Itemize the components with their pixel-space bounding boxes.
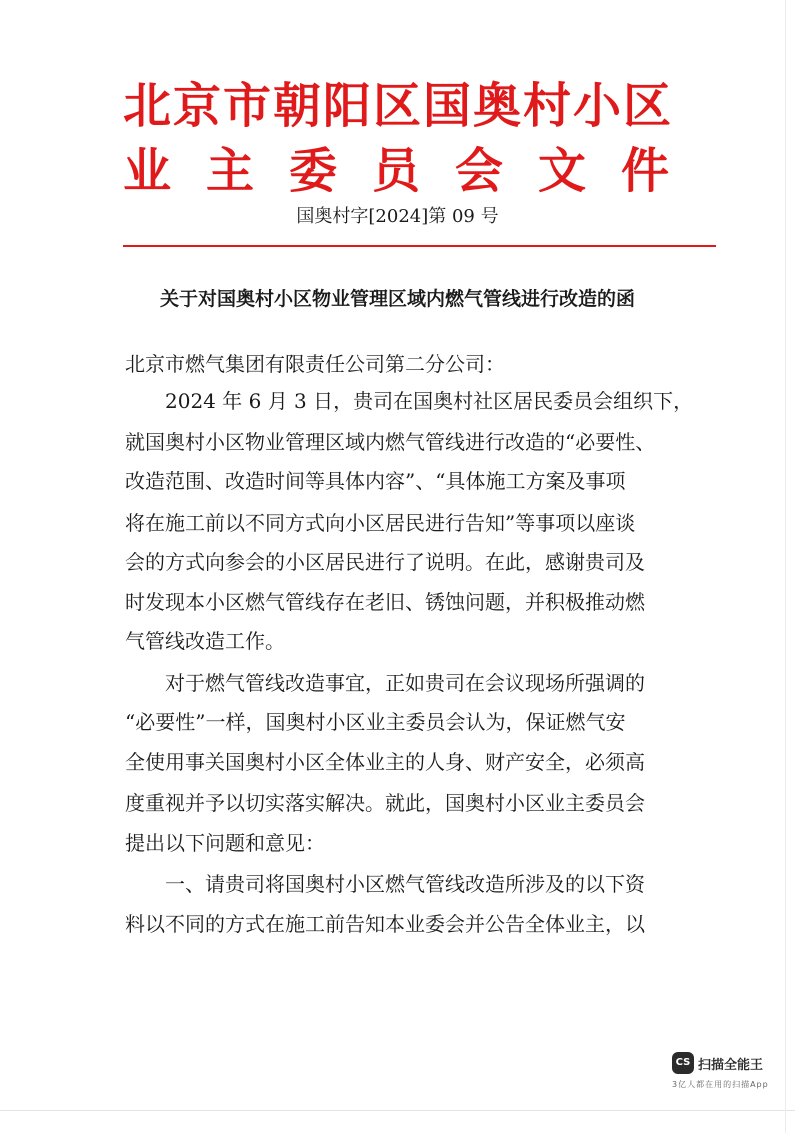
body-line: 将在施工前以不同方式向小区居民进行告知”等事项以座谈 — [125, 511, 636, 535]
watermark-name: 扫描全能王 — [698, 1058, 764, 1073]
body-line: 一、请贵司将国奥村小区燃气管线改造所涉及的以下资 — [165, 872, 645, 896]
body-line: 提出以下问题和意见： — [125, 831, 325, 855]
body-line: 全使用事关国奥村小区全体业主的人身、财产安全，必须高 — [125, 750, 645, 774]
body-line: 气管线改造工作。 — [125, 629, 285, 653]
camscanner-icon: CS — [672, 1052, 694, 1074]
header-doc-type-line: 业主委员会文件 — [123, 143, 705, 199]
body-line: 对于燃气管线改造事宜，正如贵司在会议现场所强调的 — [165, 671, 645, 695]
watermark-tagline: 3亿人都在用的扫描App — [672, 1080, 769, 1089]
body-line: 会的方式向参会的小区居民进行了说明。在此，感谢贵司及 — [125, 550, 645, 574]
red-divider — [123, 245, 716, 247]
salutation: 北京市燃气集团有限责任公司第二分公司： — [125, 352, 505, 376]
page-right-edge — [785, 0, 786, 1133]
body-line: 2024 年 6 月 3 日，贵司在国奥村社区居民委员会组织下， — [165, 389, 694, 413]
page-bottom-edge — [0, 1110, 795, 1111]
body-line: 料以不同的方式在施工前告知本业委会并公告全体业主，以 — [125, 912, 645, 936]
header-org-line: 北京市朝阳区国奥村小区 — [123, 78, 674, 134]
body-line: 度重视并予以切实落实解决。就此，国奥村小区业主委员会 — [125, 791, 645, 815]
document-title: 关于对国奥村小区物业管理区域内燃气管线进行改造的函 — [159, 288, 635, 310]
body-line: “必要性”一样，国奥村小区业主委员会认为，保证燃气安 — [125, 710, 626, 734]
body-line: 时发现本小区燃气管线存在老旧、锈蚀问题，并积极推动燃 — [125, 590, 645, 614]
document-number: 国奥村字[2024]第 09 号 — [296, 206, 499, 227]
camscanner-watermark — [672, 1052, 772, 1094]
body-line: 改造范围、改造时间等具体内容”、“具体施工方案及事项 — [125, 469, 626, 493]
body-line: 就国奥村小区物业管理区域内燃气管线进行改造的“必要性、 — [125, 430, 656, 454]
